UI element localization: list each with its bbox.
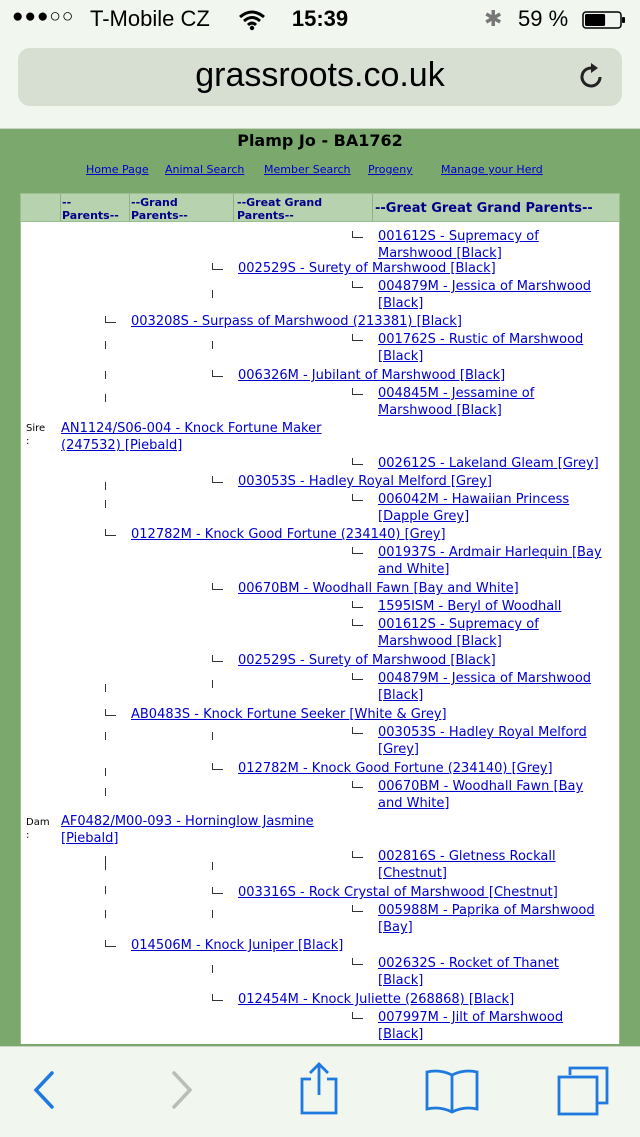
tree-connector <box>352 388 363 395</box>
nav-home-page[interactable]: Home Page <box>86 163 149 176</box>
pedigree-entry-gen4 <box>378 955 612 989</box>
tree-connector <box>105 529 116 536</box>
tree-connector <box>352 458 363 465</box>
status-time: 15:39 <box>291 6 349 31</box>
tree-connector <box>105 709 116 716</box>
tree-connector <box>352 619 363 626</box>
tree-connector <box>105 940 116 947</box>
pedigree-entry-gen2 <box>131 526 511 543</box>
pedigree-entry-gen3 <box>238 580 608 597</box>
pedigree-entry-gen2 <box>131 706 511 723</box>
pedigree-entry-gen3 <box>238 991 608 1008</box>
tree-connector <box>212 887 223 894</box>
tree-line <box>212 965 213 973</box>
pedigree-entry-gen3 <box>238 652 608 669</box>
animal-link[interactable]: 007997M - Jilt of Marshwood <box>378 1010 564 1025</box>
animal-link[interactable]: 002816S - Gletness Rockall <box>378 849 556 864</box>
pedigree-entry-gen4 <box>378 228 612 262</box>
tree-line <box>212 732 213 740</box>
tree-connector <box>352 231 363 238</box>
tree-line <box>105 394 106 402</box>
tree-connector <box>212 994 223 1001</box>
tree-connector <box>105 316 116 323</box>
signal-strength: ●●●○○ <box>12 6 75 27</box>
animal-link[interactable]: [Black] <box>378 973 424 988</box>
tree-connector <box>352 601 363 608</box>
tree-connector <box>352 727 363 734</box>
animal-link[interactable]: Marshwood [Black] <box>378 403 502 418</box>
animal-link[interactable]: 014506M - Knock Juniper [Black] <box>131 938 344 953</box>
tree-line <box>105 500 106 508</box>
tree-connector <box>352 334 363 341</box>
animal-link[interactable]: AF0482/M00-093 - Horninglow Jasmine <box>61 814 314 829</box>
animal-link[interactable]: [Black] <box>378 296 424 311</box>
animal-link[interactable]: 001612S - Supremacy of <box>378 617 539 632</box>
tree-connector <box>352 851 363 858</box>
sire-label: Sire : <box>26 423 46 447</box>
animal-link[interactable]: 001612S - Supremacy of <box>378 229 539 244</box>
animal-link[interactable]: 006326M - Jubilant of Marshwood [Black] <box>238 368 506 383</box>
animal-link[interactable]: 002612S - Lakeland Gleam [Grey] <box>378 456 599 471</box>
dam-label: Dam : <box>26 817 50 841</box>
animal-link[interactable]: 00670BM - Woodhall Fawn [Bay and White] <box>238 581 519 596</box>
animal-link[interactable]: [Grey] <box>378 742 419 757</box>
header-parents: -- Parents-- <box>62 196 119 222</box>
animal-link[interactable]: 002529S - Surety of Marshwood [Black] <box>238 653 496 668</box>
animal-link[interactable]: 003208S - Surpass of Marshwood (213381) [Black] <box>131 314 462 329</box>
animal-link[interactable]: [Piebald] <box>61 831 119 846</box>
animal-link[interactable]: (247532) [Piebald] <box>61 438 183 453</box>
tree-line <box>105 788 106 796</box>
animal-link[interactable]: 003316S - Rock Crystal of Marshwood [Chestnut] <box>238 885 558 900</box>
animal-link[interactable]: 002632S - Rocket of Thanet <box>378 956 559 971</box>
tree-line <box>105 732 106 740</box>
pedigree-entry-gen3 <box>238 884 608 901</box>
pedigree-header <box>20 193 620 222</box>
animal-link[interactable]: 002529S - Surety of Marshwood [Black] <box>238 261 496 276</box>
pedigree-entry-gen3 <box>238 760 608 777</box>
animal-link[interactable]: 012782M - Knock Good Fortune (234140) [Grey] <box>131 527 446 542</box>
animal-link[interactable]: 012782M - Knock Good Fortune (234140) [Grey] <box>238 761 553 776</box>
pedigree-entry-gen4 <box>378 331 612 365</box>
tree-connector <box>212 655 223 662</box>
animal-link[interactable]: 012454M - Knock Juliette (268868) [Black] <box>238 992 515 1007</box>
tree-line <box>212 862 213 870</box>
reload-icon[interactable] <box>576 62 606 92</box>
pedigree-entry-gen4 <box>378 544 612 578</box>
tree-connector <box>352 547 363 554</box>
tree-line <box>105 371 106 379</box>
pedigree-entry-gen4 <box>378 385 612 419</box>
animal-link[interactable]: [Black] <box>378 349 424 364</box>
animal-link[interactable]: 003053S - Hadley Royal Melford <box>378 725 587 740</box>
animal-link[interactable]: [Black] <box>378 688 424 703</box>
nav-animal-search[interactable]: Animal Search <box>165 163 245 176</box>
pedigree-tree <box>20 222 620 1044</box>
pedigree-entry-gen2 <box>131 313 511 330</box>
animal-link[interactable]: and White] <box>378 796 450 811</box>
bluetooth-icon: ✱ <box>484 6 503 31</box>
tree-line <box>105 768 106 776</box>
tree-line <box>212 341 213 349</box>
tree-connector <box>212 763 223 770</box>
tree-line <box>212 290 213 298</box>
animal-link[interactable]: Marshwood [Black] <box>378 634 502 649</box>
share-icon[interactable] <box>298 1061 340 1117</box>
nav-member-search[interactable]: Member Search <box>264 163 351 176</box>
address-bar[interactable] <box>18 48 622 106</box>
page-title: Plamp Jo - BA1762 <box>237 131 403 150</box>
pedigree-entry-gen4 <box>378 598 612 615</box>
tree-connector <box>212 263 223 270</box>
header-great-grand-parents: --Great Grand Parents-- <box>237 196 323 222</box>
pedigree-entry-gen4 <box>378 491 612 525</box>
animal-link[interactable]: AN1124/S06-004 - Knock Fortune Maker <box>61 421 322 436</box>
tree-line <box>105 856 106 864</box>
pedigree-entry-gen4 <box>378 278 612 312</box>
carrier-name: T-Mobile CZ <box>90 6 210 31</box>
pedigree-entry-gen4 <box>378 902 612 936</box>
tree-connector <box>212 476 223 483</box>
tree-line <box>105 684 106 692</box>
tree-line <box>105 482 106 490</box>
animal-link[interactable]: 003053S - Hadley Royal Melford [Grey] <box>238 474 492 489</box>
tree-connector <box>352 958 363 965</box>
browser-toolbar <box>0 1046 640 1137</box>
tabs-icon[interactable] <box>556 1065 610 1117</box>
pedigree-entry-gen1 <box>61 420 351 454</box>
animal-link[interactable]: [Bay] <box>378 920 413 935</box>
tree-line <box>212 910 213 918</box>
animal-link[interactable]: 001937S - Ardmair Harlequin [Bay <box>378 545 602 560</box>
battery-percent: 59 % <box>518 6 569 31</box>
animal-link[interactable]: [Dapple Grey] <box>378 509 470 524</box>
pedigree-entry-gen4 <box>378 778 612 812</box>
tree-connector <box>352 673 363 680</box>
pedigree-entry-gen4 <box>378 724 612 758</box>
header-grand-parents: --Grand Parents-- <box>131 196 188 222</box>
tree-line <box>212 680 213 688</box>
pedigree-entry-gen3 <box>238 367 608 384</box>
status-bar <box>0 0 640 40</box>
animal-link[interactable]: 004879M - Jessica of Marshwood <box>378 279 592 294</box>
animal-link[interactable]: Marshwood [Black] <box>378 246 502 261</box>
animal-link[interactable]: 004879M - Jessica of Marshwood <box>378 671 592 686</box>
pedigree-entry-gen1 <box>61 813 351 847</box>
tree-connector <box>352 781 363 788</box>
pedigree-entry-gen2 <box>131 937 511 954</box>
pedigree-entry-gen4 <box>378 848 612 882</box>
animal-link[interactable]: 006042M - Hawaiian Princess <box>378 492 570 507</box>
tree-line <box>105 341 106 349</box>
animal-link[interactable]: [Black] <box>378 1027 424 1042</box>
pedigree-entry-gen4 <box>378 455 612 472</box>
animal-link[interactable]: 00670BM - Woodhall Fawn [Bay <box>378 779 584 794</box>
browser-chrome <box>0 0 640 129</box>
header-great-great-grand-parents: --Great Great Grand Parents-- <box>375 201 593 216</box>
tree-connector <box>212 583 223 590</box>
animal-link[interactable]: 005988M - Paprika of Marshwood <box>378 903 595 918</box>
tree-connector <box>212 370 223 377</box>
forward-icon[interactable] <box>168 1067 198 1113</box>
animal-link[interactable]: AB0483S - Knock Fortune Seeker [White & Grey] <box>131 707 447 722</box>
animal-link[interactable]: [Chestnut] <box>378 866 447 881</box>
pedigree-entry-gen3 <box>238 260 608 277</box>
pedigree-entry-gen4 <box>378 616 612 650</box>
animal-link[interactable]: and White] <box>378 562 450 577</box>
tree-connector <box>352 281 363 288</box>
animal-link[interactable]: 1595ISM - Beryl of Woodhall <box>378 599 562 614</box>
animal-link[interactable]: 001762S - Rustic of Marshwood <box>378 332 584 347</box>
tree-connector <box>352 905 363 912</box>
battery-icon <box>582 11 626 29</box>
back-icon[interactable] <box>28 1067 58 1113</box>
pedigree-entry-gen3 <box>238 473 608 490</box>
bookmarks-icon[interactable] <box>424 1067 480 1115</box>
tree-line <box>105 910 106 918</box>
tree-line <box>105 886 106 894</box>
nav-manage-herd[interactable]: Manage your Herd <box>441 163 543 176</box>
url-text[interactable]: grassroots.co.uk <box>195 56 445 94</box>
nav-progeny[interactable]: Progeny <box>368 163 413 176</box>
pedigree-entry-gen4 <box>378 670 612 704</box>
pedigree-entry-gen4 <box>378 1009 612 1043</box>
animal-link[interactable]: 004845M - Jessamine of <box>378 386 535 401</box>
tree-connector <box>352 494 363 501</box>
tree-connector <box>352 1012 363 1019</box>
